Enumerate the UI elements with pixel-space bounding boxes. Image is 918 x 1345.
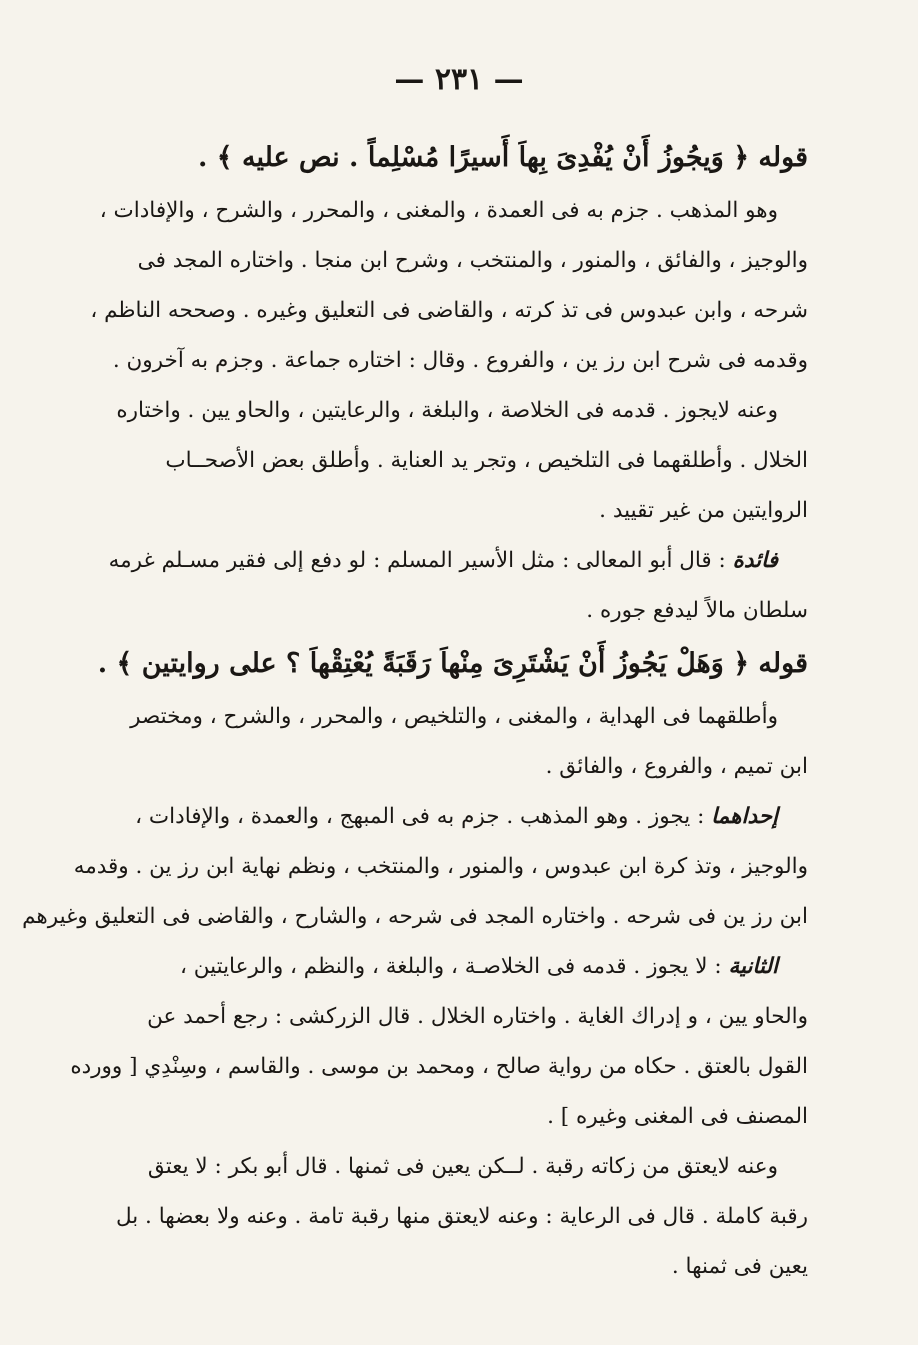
line-text: والوجيز ، وتذ كرة ابن عبدوس ، والمنور ، والمنتخب ، ونظم نهاية ابن رز ين . وقدمه — [73, 854, 808, 879]
text-line — [140, 742, 808, 792]
line-text: : يجوز . وهو المذهب . جزم به فى المبهج ، والعمدة ، والإفادات ، — [135, 804, 712, 829]
line-text: قوله ﴿ وَهَلْ يَجُوزُ أَنْ يَشْتَرِىَ مِنْهاَ رَقَبَةً يُعْتِقْهاَ ؟ على روايتين ﴾ . — [97, 648, 808, 679]
quoted-heading-line — [140, 130, 808, 186]
line-text: شرحه ، وابن عبدوس فى تذ كرته ، والقاضى فى التعليق وغيره . وصححه الناظم ، — [90, 298, 808, 323]
line-text: ابن رز ين فى شرحه . واختاره المجد فى شرحه ، والشارح ، والقاضى فى التعليق وغيرهم — [22, 904, 808, 929]
text-line — [22, 892, 808, 942]
text-line — [73, 842, 808, 892]
quoted-heading-line — [97, 636, 808, 692]
line-text: وقدمه فى شرح ابن رز ين ، والفروع . وقال : اختاره جماعة . وجزم به آخرون . — [112, 348, 808, 373]
text-line — [140, 1092, 808, 1142]
line-text: ابن تميم ، والفروع ، والفائق . — [545, 754, 808, 779]
line-text: : قال أبو المعالى : مثل الأسير المسلم : لو دفع إلى فقير مسـلم غرمه — [108, 548, 733, 573]
page-number: — ٢٣١ — — [394, 62, 524, 97]
text-line — [135, 792, 808, 842]
line-text: قوله ﴿ وَيجُوزُ أَنْ يُفْدِىَ بِهاَ أَسيرًا مُسْلِماً . نص عليه ﴾ . — [197, 142, 808, 173]
text-line — [140, 992, 808, 1042]
line-text: وهو المذهب . جزم به فى العمدة ، والمغنى ، والمحرر ، والشرح ، والإفادات ، — [99, 198, 778, 223]
line-lead-word: الثانية — [728, 954, 778, 979]
text-line — [140, 1242, 808, 1292]
line-text: رقبة كاملة . قال فى الرعاية : وعنه لايعتق منها رقبة تامة . وعنه ولا بعضها . بل — [115, 1204, 808, 1229]
text-line — [130, 692, 808, 742]
line-text: سلطان مالاً ليدفع جوره . — [586, 598, 808, 623]
line-text: القول بالعتق . حكاه من رواية صالح ، ومحمد بن موسى . والقاسم ، وسِنْدِي [ وورده — [70, 1054, 808, 1079]
line-text: والحاو يين ، و إدراك الغاية . واختاره الخلال . قال الزركشى : رجع أحمد عن — [147, 1004, 808, 1029]
page-text-block — [22, 130, 808, 1292]
text-line — [140, 436, 808, 486]
text-line — [116, 386, 808, 436]
line-text: والوجيز ، والفائق ، والمنور ، والمنتخب ، وشرح ابن منجا . واختاره المجد فى — [137, 248, 808, 273]
text-line — [140, 942, 808, 992]
text-line — [99, 186, 808, 236]
text-line — [137, 236, 808, 286]
text-line — [112, 336, 808, 386]
text-line — [140, 1142, 808, 1192]
line-lead-word: إحداهما — [711, 804, 778, 829]
text-line — [108, 536, 808, 586]
text-line — [90, 286, 808, 336]
line-lead-word: فائدة — [732, 548, 778, 573]
text-line — [70, 1042, 808, 1092]
line-text: وأطلقهما فى الهداية ، والمغنى ، والتلخيص ، والمحرر ، والشرح ، ومختصر — [130, 704, 778, 729]
line-text: الروايتين من غير تقييد . — [599, 498, 808, 523]
line-text: المصنف فى المغنى وغيره ] . — [547, 1104, 808, 1129]
text-line — [115, 1192, 808, 1242]
line-text: : لا يجوز . قدمه فى الخلاصـة ، والبلغة ، والنظم ، والرعايتين ، — [179, 954, 729, 979]
line-text: وعنه لايجوز . قدمه فى الخلاصة ، والبلغة ، والرعايتين ، والحاو يين . واختاره — [116, 398, 778, 423]
line-text: الخلال . وأطلقهما فى التلخيص ، وتجر يد العناية . وأطلق بعض الأصحــاب — [165, 448, 808, 473]
line-text: يعين فى ثمنها . — [671, 1254, 808, 1279]
line-text: وعنه لايعتق من زكاته رقبة . لــكن يعين فى ثمنها . قال أبو بكر : لا يعتق — [147, 1154, 778, 1179]
text-line — [140, 586, 808, 636]
text-line — [140, 486, 808, 536]
